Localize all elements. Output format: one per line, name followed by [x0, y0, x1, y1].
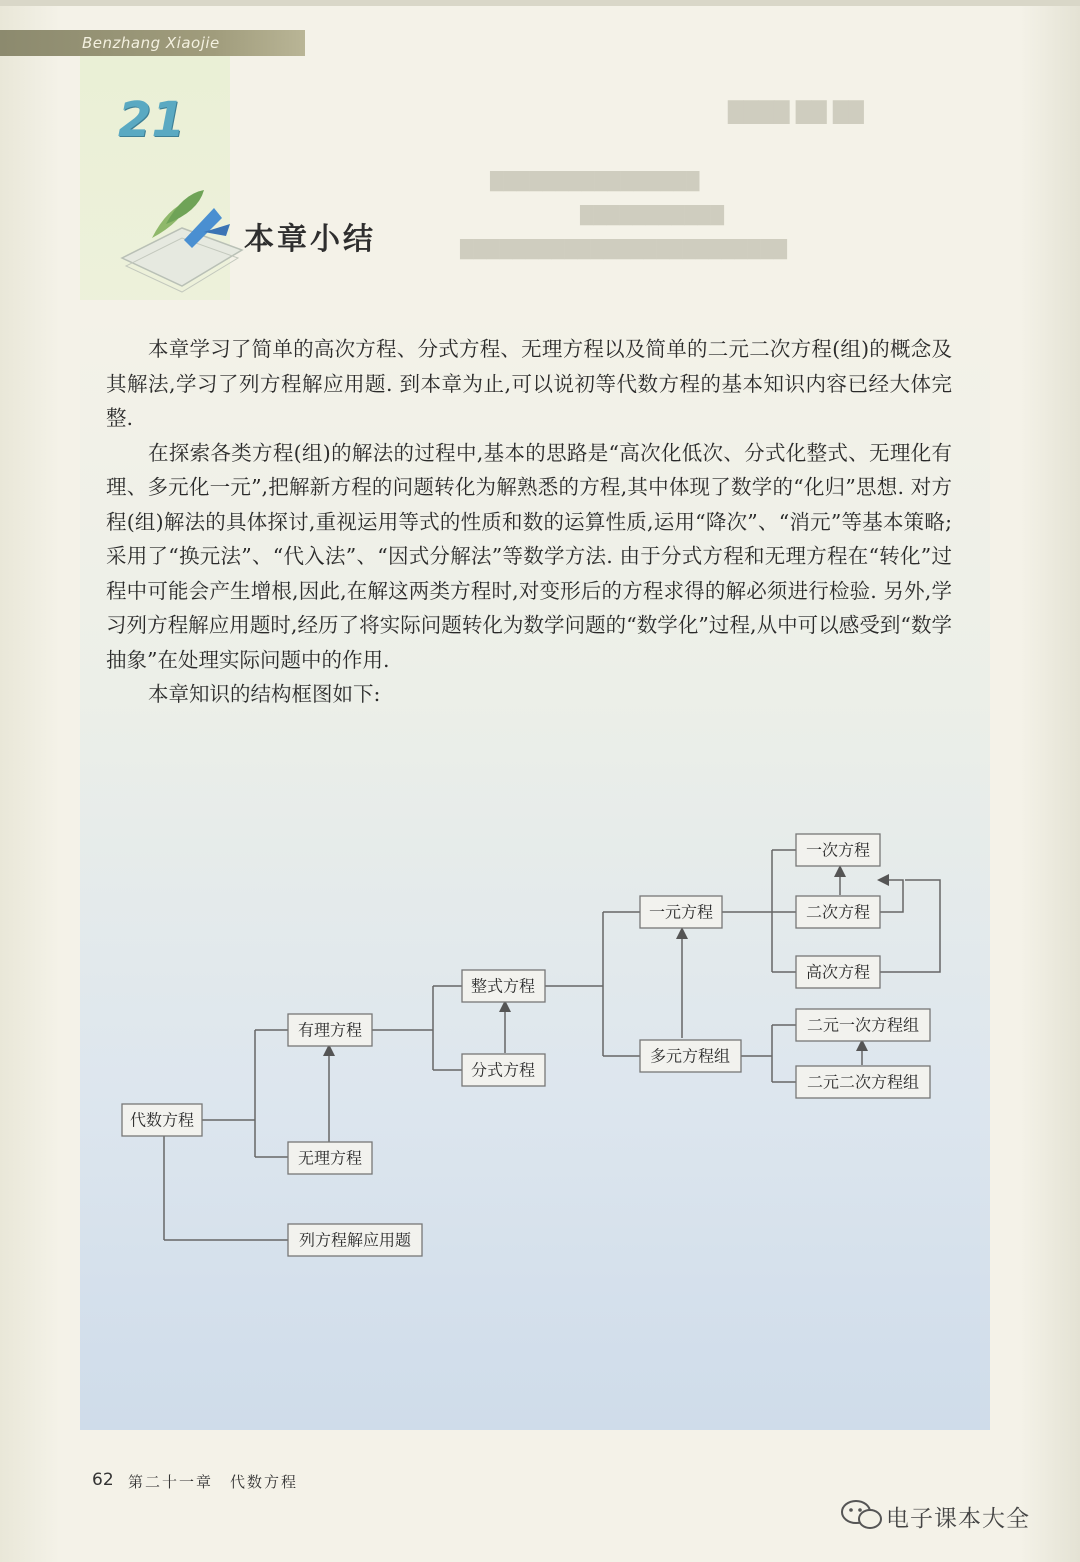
- node-algebraic-equation: 代数方程: [129, 1110, 195, 1130]
- chapter-illustration: [112, 188, 262, 298]
- show-through-text: ████ ██ ██: [728, 100, 864, 124]
- show-through-text: ████████████████: [490, 172, 700, 192]
- show-through-text: █████████████████████████: [460, 240, 787, 260]
- running-header-bar: [0, 30, 305, 56]
- paragraph: 在探索各类方程(组)的解法的过程中,基本的思路是“高次化低次、分式化整式、无理化有理、多元化一元”,把解新方程的问题转化为解熟悉的方程,其中体现了数学的“化归”思想. 对方程(组)解法的具体探讨,重视运用等式的性质和数的运算性质,运用“降次”、“消元”等基本策略;采用了“换元法”、“代入法”、“因式分解法”等数学方法. 由于分式方程和无理方程在“转化”过程中可能会产生增根,因此,在解这两类方程时,对变形后的方程求得的解必须进行检验. 另外,学习列方程解应用题时,经历了将实际问题转化为数学问题的“数学化”过程,从中可以感受到“数学抽象”在处理实际问题中的作用.: [106, 440, 952, 672]
- book-shape: [122, 228, 242, 286]
- node-quadratic: 二次方程: [805, 902, 871, 922]
- node-multi-variable-system: 多元方程组: [649, 1046, 731, 1066]
- node-higher-degree: 高次方程: [805, 962, 871, 982]
- structure-diagram: [100, 820, 980, 1270]
- node-linear-system-2var: 二元一次方程组: [806, 1015, 920, 1035]
- node-irrational-equation: 无理方程: [297, 1148, 363, 1168]
- node-rational-equation: 有理方程: [297, 1020, 363, 1040]
- watermark-label: 电子课本大全: [886, 1506, 1030, 1532]
- node-quadratic-system-2var: 二元二次方程组: [806, 1072, 920, 1092]
- paragraph: 本章学习了简单的高次方程、分式方程、无理方程以及简单的二元二次方程(组)的概念及其解法,学习了列方程解应用题. 到本章为止,可以说初等代数方程的基本知识内容已经大体完整.: [106, 337, 952, 430]
- node-single-variable: 一元方程: [648, 902, 714, 922]
- chapter-number: 21: [118, 92, 185, 148]
- node-fractional-equation: 分式方程: [470, 1060, 536, 1080]
- top-rule: [0, 0, 1080, 6]
- show-through-text: ███████████: [580, 206, 724, 226]
- node-word-problems: 列方程解应用题: [298, 1230, 412, 1250]
- node-integral-equation: 整式方程: [470, 976, 536, 996]
- footer-chapter-label: 第二十一章 代数方程: [128, 1473, 299, 1491]
- wechat-icon: [842, 1501, 881, 1528]
- page-number: 62: [92, 1470, 114, 1490]
- body-text: [106, 332, 952, 712]
- node-linear: 一次方程: [805, 840, 871, 860]
- leaf-icon: [166, 190, 204, 224]
- running-title: Benzhang Xiaojie: [82, 34, 220, 52]
- paragraph: 本章知识的结构框图如下:: [148, 682, 381, 706]
- section-title: 本章小结: [244, 222, 376, 257]
- diagram-boxes: [122, 834, 930, 1256]
